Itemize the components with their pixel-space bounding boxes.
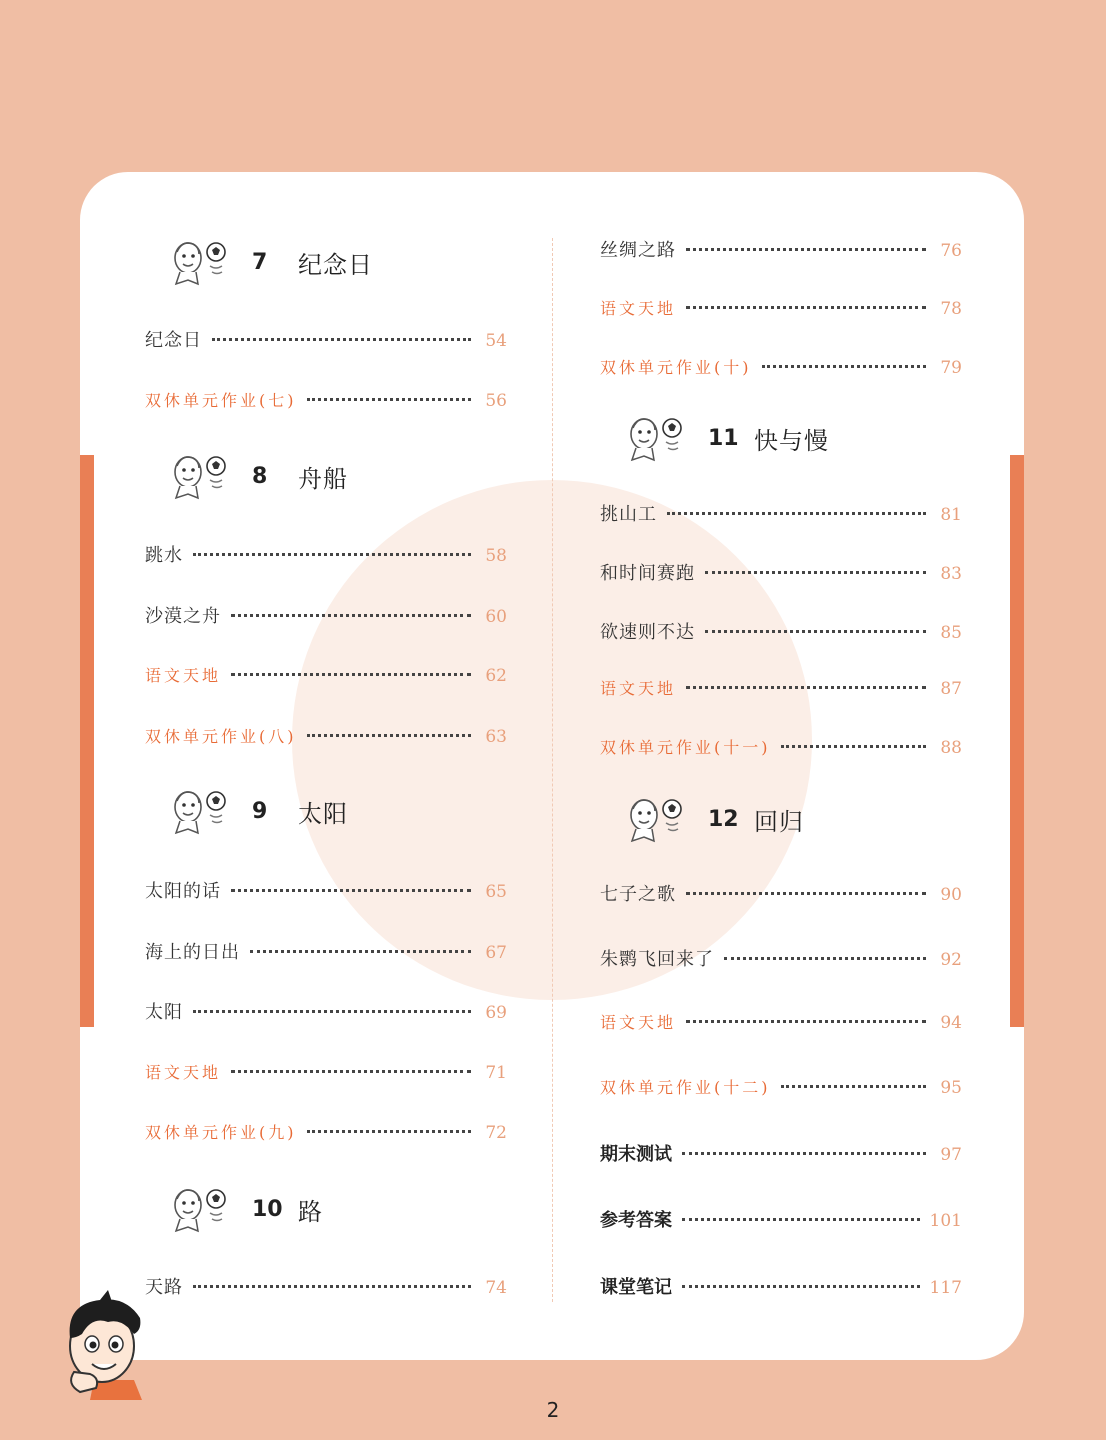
entry-title: 双休单元作业(十一): [600, 738, 771, 757]
toc-entry[interactable]: [600, 559, 962, 585]
entry-title: 和时间赛跑: [600, 563, 695, 584]
unit-number: 7: [252, 249, 268, 275]
dot-leader: [193, 1010, 471, 1013]
dot-leader: [682, 1285, 920, 1288]
column-divider: [552, 238, 553, 1302]
toc-entry[interactable]: [600, 1273, 962, 1299]
dot-leader: [686, 686, 926, 689]
dot-leader: [682, 1218, 920, 1221]
toc-entry[interactable]: [145, 998, 507, 1024]
entry-title: 七子之歌: [600, 884, 676, 905]
entry-title: 语文天地: [145, 1063, 222, 1082]
toc-entry[interactable]: [145, 1060, 507, 1083]
entry-title: 期末测试: [600, 1144, 672, 1165]
unit-heading: [168, 781, 348, 841]
entry-page: 74: [485, 1278, 507, 1298]
unit-title: 快与慢: [754, 426, 829, 455]
entry-page: 69: [485, 1003, 507, 1023]
dot-leader: [231, 673, 471, 676]
toc-entry[interactable]: [600, 1075, 962, 1098]
unit-number: 9: [252, 798, 268, 824]
cartoon-boy-icon: [56, 1288, 152, 1406]
toc-entry[interactable]: [600, 735, 962, 758]
toc-entry[interactable]: [145, 1273, 507, 1299]
toc-entry[interactable]: [145, 1120, 507, 1143]
dot-leader: [250, 950, 471, 953]
toc-entry[interactable]: [600, 880, 962, 906]
unit-number: 12: [708, 806, 739, 832]
left-accent-bar: [80, 455, 94, 1027]
page-number: 2: [546, 1398, 560, 1422]
entry-page: 117: [929, 1278, 962, 1298]
dot-leader: [682, 1152, 926, 1155]
toc-entry[interactable]: [600, 296, 962, 319]
toc-entry[interactable]: [145, 326, 507, 352]
dot-leader: [231, 1070, 471, 1073]
dot-leader: [686, 1020, 926, 1023]
toc-entry[interactable]: [145, 663, 507, 686]
dot-leader: [686, 892, 926, 895]
mascot-soccer-icon: [624, 791, 688, 847]
toc-entry[interactable]: [145, 602, 507, 628]
entry-title: 语文天地: [600, 679, 677, 698]
entry-page: 54: [485, 331, 507, 351]
entry-page: 58: [485, 546, 507, 566]
entry-title: 丝绸之路: [600, 240, 676, 261]
toc-entry[interactable]: [600, 1010, 962, 1033]
mascot-soccer-icon: [624, 410, 688, 466]
entry-title: 双休单元作业(十二): [600, 1078, 771, 1097]
entry-title: 跳水: [145, 545, 183, 566]
dot-leader: [705, 571, 926, 574]
dot-leader: [231, 889, 471, 892]
entry-page: 83: [940, 564, 962, 584]
unit-number: 10: [252, 1196, 283, 1222]
toc-entry[interactable]: [600, 676, 962, 699]
entry-page: 65: [485, 882, 507, 902]
entry-page: 88: [940, 738, 962, 758]
entry-page: 71: [485, 1063, 507, 1083]
unit-heading: [168, 232, 373, 292]
entry-page: 94: [940, 1013, 962, 1033]
toc-entry[interactable]: [600, 1206, 962, 1232]
unit-title: 舟船: [298, 464, 348, 493]
entry-page: 95: [940, 1078, 962, 1098]
entry-title: 语文天地: [145, 666, 222, 685]
entry-page: 76: [940, 241, 962, 261]
entry-page: 63: [485, 727, 507, 747]
unit-title: 路: [298, 1197, 323, 1226]
dot-leader: [307, 1130, 472, 1133]
dot-leader: [193, 553, 471, 556]
entry-page: 62: [485, 666, 507, 686]
entry-page: 101: [929, 1211, 962, 1231]
entry-title: 太阳的话: [145, 881, 221, 902]
dot-leader: [212, 338, 471, 341]
toc-entry[interactable]: [145, 724, 507, 747]
dot-leader: [193, 1285, 471, 1288]
entry-title: 天路: [145, 1277, 183, 1298]
entry-title: 双休单元作业(十): [600, 358, 752, 377]
entry-title: 太阳: [145, 1002, 183, 1023]
toc-entry[interactable]: [600, 355, 962, 378]
entry-page: 67: [485, 943, 507, 963]
entry-page: 90: [940, 885, 962, 905]
entry-page: 56: [485, 391, 507, 411]
unit-heading: [168, 446, 348, 506]
toc-entry[interactable]: [600, 500, 962, 526]
entry-title: 语文天地: [600, 1013, 677, 1032]
entry-title: 欲速则不达: [600, 622, 695, 643]
unit-title: 太阳: [298, 799, 348, 828]
unit-number: 11: [708, 425, 739, 451]
entry-title: 纪念日: [145, 330, 202, 351]
dot-leader: [231, 614, 471, 617]
mascot-soccer-icon: [168, 783, 232, 839]
unit-title: 回归: [754, 807, 804, 836]
mascot-soccer-icon: [168, 448, 232, 504]
unit-heading: [624, 408, 829, 468]
unit-title: 纪念日: [298, 250, 373, 279]
toc-entry[interactable]: [145, 388, 507, 411]
toc-entry[interactable]: [600, 236, 962, 262]
dot-leader: [667, 512, 926, 515]
entry-title: 沙漠之舟: [145, 606, 221, 627]
entry-page: 92: [940, 950, 962, 970]
toc-entry[interactable]: [145, 938, 507, 964]
dot-leader: [724, 957, 926, 960]
entry-title: 双休单元作业(七): [145, 391, 297, 410]
mascot-soccer-icon: [168, 234, 232, 290]
dot-leader: [762, 365, 927, 368]
entry-title: 海上的日出: [145, 942, 240, 963]
dot-leader: [307, 398, 472, 401]
toc-entry[interactable]: [145, 541, 507, 567]
entry-page: 85: [940, 623, 962, 643]
entry-page: 78: [940, 299, 962, 319]
dot-leader: [307, 734, 472, 737]
entry-page: 87: [940, 679, 962, 699]
dot-leader: [705, 630, 926, 633]
unit-number: 8: [252, 463, 268, 489]
dot-leader: [686, 306, 926, 309]
unit-heading: [168, 1179, 323, 1239]
unit-heading: [624, 789, 804, 849]
dot-leader: [781, 1085, 927, 1088]
right-accent-bar: [1010, 455, 1024, 1027]
entry-title: 双休单元作业(九): [145, 1123, 297, 1142]
toc-entry[interactable]: [600, 945, 962, 971]
entry-page: 81: [940, 505, 962, 525]
entry-title: 双休单元作业(八): [145, 727, 297, 746]
entry-title: 参考答案: [600, 1210, 672, 1231]
entry-page: 97: [940, 1145, 962, 1165]
entry-title: 挑山工: [600, 504, 657, 525]
entry-page: 72: [485, 1123, 507, 1143]
entry-title: 语文天地: [600, 299, 677, 318]
toc-entry[interactable]: [600, 1140, 962, 1166]
entry-title: 朱鹮飞回来了: [600, 949, 714, 970]
toc-entry[interactable]: [600, 618, 962, 644]
mascot-soccer-icon: [168, 1181, 232, 1237]
entry-page: 60: [485, 607, 507, 627]
dot-leader: [686, 248, 926, 251]
dot-leader: [781, 745, 927, 748]
toc-entry[interactable]: [145, 877, 507, 903]
entry-title: 课堂笔记: [600, 1277, 672, 1298]
entry-page: 79: [940, 358, 962, 378]
